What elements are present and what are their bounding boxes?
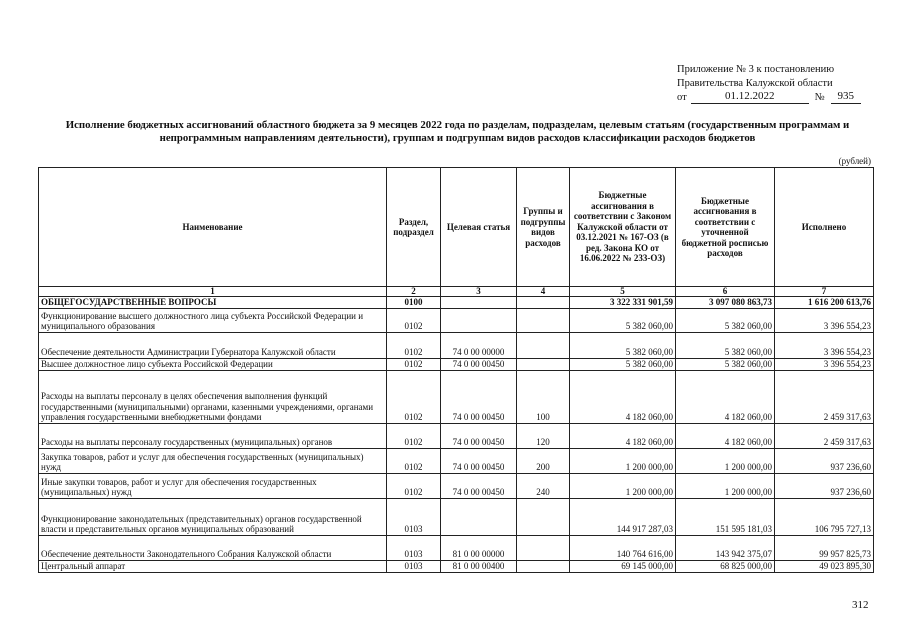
cell-section: 0102 [387,370,441,423]
cell-law-amount: 144 917 287,03 [570,498,676,535]
col-index: 1 [39,287,387,297]
cell-target-article: 74 0 00 00450 [441,448,517,473]
col-header-name: Наименование [39,168,387,287]
cell-name: Расходы на выплаты персоналу государственных (муниципальных) органов [39,423,387,448]
col-index: 7 [775,287,874,297]
cell-executed-amount: 3 396 554,23 [775,358,874,370]
cell-section: 0103 [387,535,441,560]
budget-table [38,167,874,573]
table-row [39,498,874,535]
cell-plan-amount: 1 200 000,00 [676,473,775,498]
cell-section: 0103 [387,498,441,535]
cell-target-article [441,498,517,535]
col-index: 2 [387,287,441,297]
cell-plan-amount: 4 182 060,00 [676,423,775,448]
cell-executed-amount: 99 957 825,73 [775,535,874,560]
cell-name: Иные закупки товаров, работ и услуг для обеспечения государственных (муниципальных) нужд [39,473,387,498]
col-header-section: Раздел, подраздел [387,168,441,287]
cell-target-article: 74 0 00 00450 [441,423,517,448]
cell-name: Закупка товаров, работ и услуг для обеспечения государственных (муниципальных) нужд [39,448,387,473]
cell-law-amount: 4 182 060,00 [570,423,676,448]
cell-name: ОБЩЕГОСУДАРСТВЕННЫЕ ВОПРОСЫ [39,297,387,309]
col-header-expense-groups: Группы и подгруппы видов расходов [517,168,570,287]
cell-executed-amount: 2 459 317,63 [775,423,874,448]
col-header-executed: Исполнено [775,168,874,287]
cell-target-article: 81 0 00 00000 [441,535,517,560]
cell-expense-group: 120 [517,423,570,448]
cell-name: Высшее должностное лицо субъекта Российской Федерации [39,358,387,370]
cell-executed-amount: 3 396 554,23 [775,332,874,358]
cell-section: 0102 [387,473,441,498]
cell-section: 0102 [387,308,441,332]
table-row [39,560,874,572]
cell-plan-amount: 143 942 375,07 [676,535,775,560]
cell-executed-amount: 937 236,60 [775,473,874,498]
cell-expense-group: 200 [517,448,570,473]
cell-plan-amount: 3 097 080 863,73 [676,297,775,309]
cell-law-amount: 5 382 060,00 [570,358,676,370]
cell-plan-amount: 5 382 060,00 [676,308,775,332]
cell-law-amount: 4 182 060,00 [570,370,676,423]
table-row [39,297,874,309]
cell-name: Функционирование законодательных (представительных) органов государственной власти и представительных органов муниципальных образований [39,498,387,535]
table-header-row [39,168,874,287]
cell-plan-amount: 5 382 060,00 [676,358,775,370]
cell-plan-amount: 151 595 181,03 [676,498,775,535]
table-index-row [39,287,874,297]
table-row [39,332,874,358]
annex-date: 01.12.2022 [691,90,809,104]
annex-number: 935 [831,90,861,104]
cell-executed-amount: 937 236,60 [775,448,874,473]
cell-expense-group [517,297,570,309]
annex-line-1: Приложение № 3 к постановлению [677,64,835,75]
cell-law-amount: 140 764 616,00 [570,535,676,560]
col-index: 4 [517,287,570,297]
cell-executed-amount: 49 023 895,30 [775,560,874,572]
cell-section: 0102 [387,358,441,370]
cell-expense-group [517,332,570,358]
cell-section: 0102 [387,332,441,358]
cell-section: 0102 [387,448,441,473]
cell-expense-group [517,535,570,560]
cell-executed-amount: 3 396 554,23 [775,308,874,332]
cell-name: Расходы на выплаты персоналу в целях обеспечения выполнения функций государственными (муниципальными) органами, казенными учреждениями, органами управления государственными внебюджетными фондами [39,370,387,423]
cell-law-amount: 1 200 000,00 [570,448,676,473]
cell-target-article: 74 0 00 00450 [441,370,517,423]
cell-target-article: 74 0 00 00000 [441,332,517,358]
cell-name: Центральный аппарат [39,560,387,572]
cell-expense-group: 100 [517,370,570,423]
col-index: 6 [676,287,775,297]
cell-expense-group [517,358,570,370]
annex-date-number-row [677,90,861,104]
page-number: 312 [852,599,869,611]
cell-target-article [441,297,517,309]
units-label: (рублей) [838,156,871,166]
cell-plan-amount: 4 182 060,00 [676,370,775,423]
cell-plan-amount: 1 200 000,00 [676,448,775,473]
cell-law-amount: 5 382 060,00 [570,308,676,332]
cell-name: Функционирование высшего должностного лица субъекта Российской Федерации и муниципального образования [39,308,387,332]
cell-law-amount: 5 382 060,00 [570,332,676,358]
cell-target-article: 74 0 00 00450 [441,358,517,370]
table-row [39,370,874,423]
col-header-target-article: Целевая статья [441,168,517,287]
cell-expense-group: 240 [517,473,570,498]
annex-block [677,63,861,104]
cell-section: 0102 [387,423,441,448]
table-row [39,473,874,498]
cell-executed-amount: 2 459 317,63 [775,370,874,423]
cell-target-article: 74 0 00 00450 [441,473,517,498]
document-title: Исполнение бюджетных ассигнований областного бюджета за 9 месяцев 2022 года по разделам, подразделам, целевым статьям (государственным программам и непрограммным направлениям деятельности), группам и подгруппам видов расходов классификации расходов бюджетов [65,119,850,144]
table-row [39,308,874,332]
cell-name: Обеспечение деятельности Администрации Губернатора Калужской области [39,332,387,358]
cell-executed-amount: 106 795 727,13 [775,498,874,535]
cell-law-amount: 3 322 331 901,59 [570,297,676,309]
cell-section: 0100 [387,297,441,309]
annex-number-label: № [814,91,825,103]
cell-plan-amount: 5 382 060,00 [676,332,775,358]
annex-line-2: Правительства Калужской области [677,77,833,89]
col-index: 3 [441,287,517,297]
cell-expense-group [517,560,570,572]
annex-from-label: от [677,91,687,103]
cell-expense-group [517,308,570,332]
table-row [39,535,874,560]
col-header-plan-allocations: Бюджетные ассигнования в соответствии с уточненной бюджетной росписью расходов [676,168,775,287]
col-index: 5 [570,287,676,297]
cell-plan-amount: 68 825 000,00 [676,560,775,572]
cell-law-amount: 1 200 000,00 [570,473,676,498]
table-row [39,423,874,448]
cell-law-amount: 69 145 000,00 [570,560,676,572]
cell-target-article [441,308,517,332]
col-header-law-allocations: Бюджетные ассигнования в соответствии с Законом Калужской области от 03.12.2021 № 167-ОЗ (в ред. Закона КО от 16.06.2022 № 233-ОЗ) [570,168,676,287]
cell-executed-amount: 1 616 200 613,76 [775,297,874,309]
cell-target-article: 81 0 00 00400 [441,560,517,572]
cell-name: Обеспечение деятельности Законодательного Собрания Калужской области [39,535,387,560]
cell-expense-group [517,498,570,535]
table-row [39,448,874,473]
table-row [39,358,874,370]
cell-section: 0103 [387,560,441,572]
